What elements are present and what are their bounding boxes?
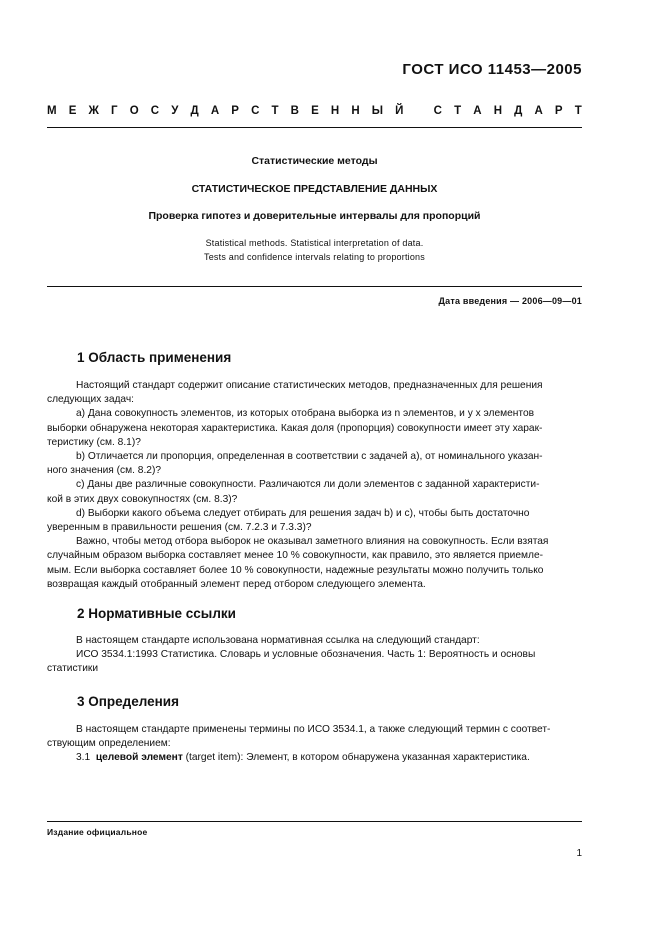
text-line: ствующим определением: <box>47 738 171 750</box>
interstate-letter: Й <box>395 105 404 117</box>
text-line: b) Отличается ли пропорция, определенная в соответствии с задачей a), от номинального указан- <box>76 451 543 463</box>
interstate-letter: У <box>171 105 179 117</box>
interstate-letter: Д <box>514 105 523 117</box>
interstate-letter: Р <box>231 105 239 117</box>
text-line: возвращая каждый отобранный элемент перед отбором следующего элемента. <box>47 578 426 590</box>
page-number: 1 <box>576 848 582 859</box>
section-2-heading: 2 Нормативные ссылки <box>77 606 236 621</box>
text-line: ного значения (см. 8.2)? <box>47 465 162 477</box>
introduction-date: Дата введения — 2006—09—01 <box>438 296 582 306</box>
interstate-letter: А <box>210 105 220 117</box>
text-line: уверенным в правильности решения (см. 7.2.3 и 7.3.3)? <box>47 522 312 534</box>
text-line: ИСО 3534.1:1993 Статистика. Словарь и условные обозначения. Часть 1: Вероятность и основы <box>76 649 536 661</box>
section-1-heading: 1 Область применения <box>77 350 232 365</box>
title-divider <box>47 286 582 287</box>
interstate-standard-label <box>47 105 582 117</box>
english-title-line-1: Statistical methods. Statistical interpretation of data. <box>205 238 424 248</box>
interstate-letter: Р <box>554 105 563 117</box>
text-line: мым. Если выборка составляет более 10 % совокупности, надежные результаты можно получить только <box>47 564 544 576</box>
text-line: a) Дана совокупность элементов, из которых отобрана выборка из n элементов, и у x элементов <box>76 408 535 420</box>
text-line: Настоящий стандарт содержит описание статистических методов, предназначенных для решения <box>76 380 543 391</box>
interstate-letter: Ы <box>371 105 384 117</box>
title-line-1: Статистические методы <box>251 155 378 167</box>
section-2-body <box>47 634 582 677</box>
official-edition-label: Издание официальное <box>47 827 148 837</box>
section-1-body <box>47 379 582 592</box>
interstate-letter: В <box>290 105 299 117</box>
text-line: c) Даны две различные совокупности. Различаются ли доли элементов с заданной характеристи- <box>76 479 540 491</box>
term-number: 3.1 <box>76 752 91 764</box>
footer-divider <box>47 821 582 822</box>
interstate-letter: С <box>433 105 442 117</box>
term-definition-text: (target item): Элемент, в котором обнаружена указанная характеристика. <box>182 752 530 764</box>
interstate-letter: Г <box>111 105 118 117</box>
text-line: случайным образом выборка составляет менее 10 % совокупности, как правило, это является приемле- <box>47 550 544 562</box>
interstate-letter: Н <box>351 105 360 117</box>
interstate-letter: Т <box>574 105 582 117</box>
text-line: следующих задач: <box>47 394 135 406</box>
interstate-letter <box>416 105 422 117</box>
text-line: d) Выборки какого объема следует отбирать для решения задач b) и c), чтобы быть достаточно <box>76 507 530 519</box>
interstate-letter: О <box>129 105 139 117</box>
english-title-line-2: Tests and confidence intervals relating to proportions <box>204 252 425 262</box>
text-line: статистики <box>47 663 99 675</box>
document-code: ГОСТ ИСО 11453—2005 <box>402 61 582 78</box>
text-line: Важно, чтобы метод отбора выборок не оказывал заметного влияния на совокупность. Если взятая <box>76 536 549 548</box>
interstate-letter: Н <box>493 105 503 117</box>
interstate-letter: С <box>150 105 160 117</box>
top-divider <box>47 127 582 128</box>
interstate-letter: Е <box>68 105 77 117</box>
interstate-letter: Д <box>190 105 199 117</box>
interstate-letter: А <box>473 105 482 117</box>
title-line-3: Проверка гипотез и доверительные интервалы для пропорций <box>148 210 481 222</box>
text-line: теристику (см. 8.1)? <box>47 436 141 448</box>
interstate-letter: А <box>534 105 543 117</box>
text-line: кой в этих двух совокупностях (см. 8.3)? <box>47 493 238 505</box>
interstate-letter: Е <box>311 105 319 117</box>
interstate-letter: Т <box>271 105 279 117</box>
section-3-heading: 3 Определения <box>77 694 179 709</box>
title-line-2: СТАТИСТИЧЕСКОЕ ПРЕДСТАВЛЕНИЕ ДАННЫХ <box>191 183 438 195</box>
text-line: выборки обнаружена некоторая характеристика. Какая доля (пропорция) совокупности имеет эту харак- <box>47 422 543 434</box>
term-definition <box>47 751 582 765</box>
text-line: В настоящем стандарте использована нормативная ссылка на следующий стандарт: <box>76 635 480 646</box>
interstate-letter: С <box>251 105 260 117</box>
interstate-letter: Ж <box>88 105 99 117</box>
interstate-letter: М <box>47 105 57 117</box>
text-line: В настоящем стандарте применены термины по ИСО 3534.1, а также следующий термин с соответ- <box>76 724 551 735</box>
term-name: целевой элемент <box>95 752 183 764</box>
interstate-letter: Н <box>330 105 340 117</box>
section-3-body <box>47 723 582 766</box>
interstate-letter: Т <box>454 105 462 117</box>
